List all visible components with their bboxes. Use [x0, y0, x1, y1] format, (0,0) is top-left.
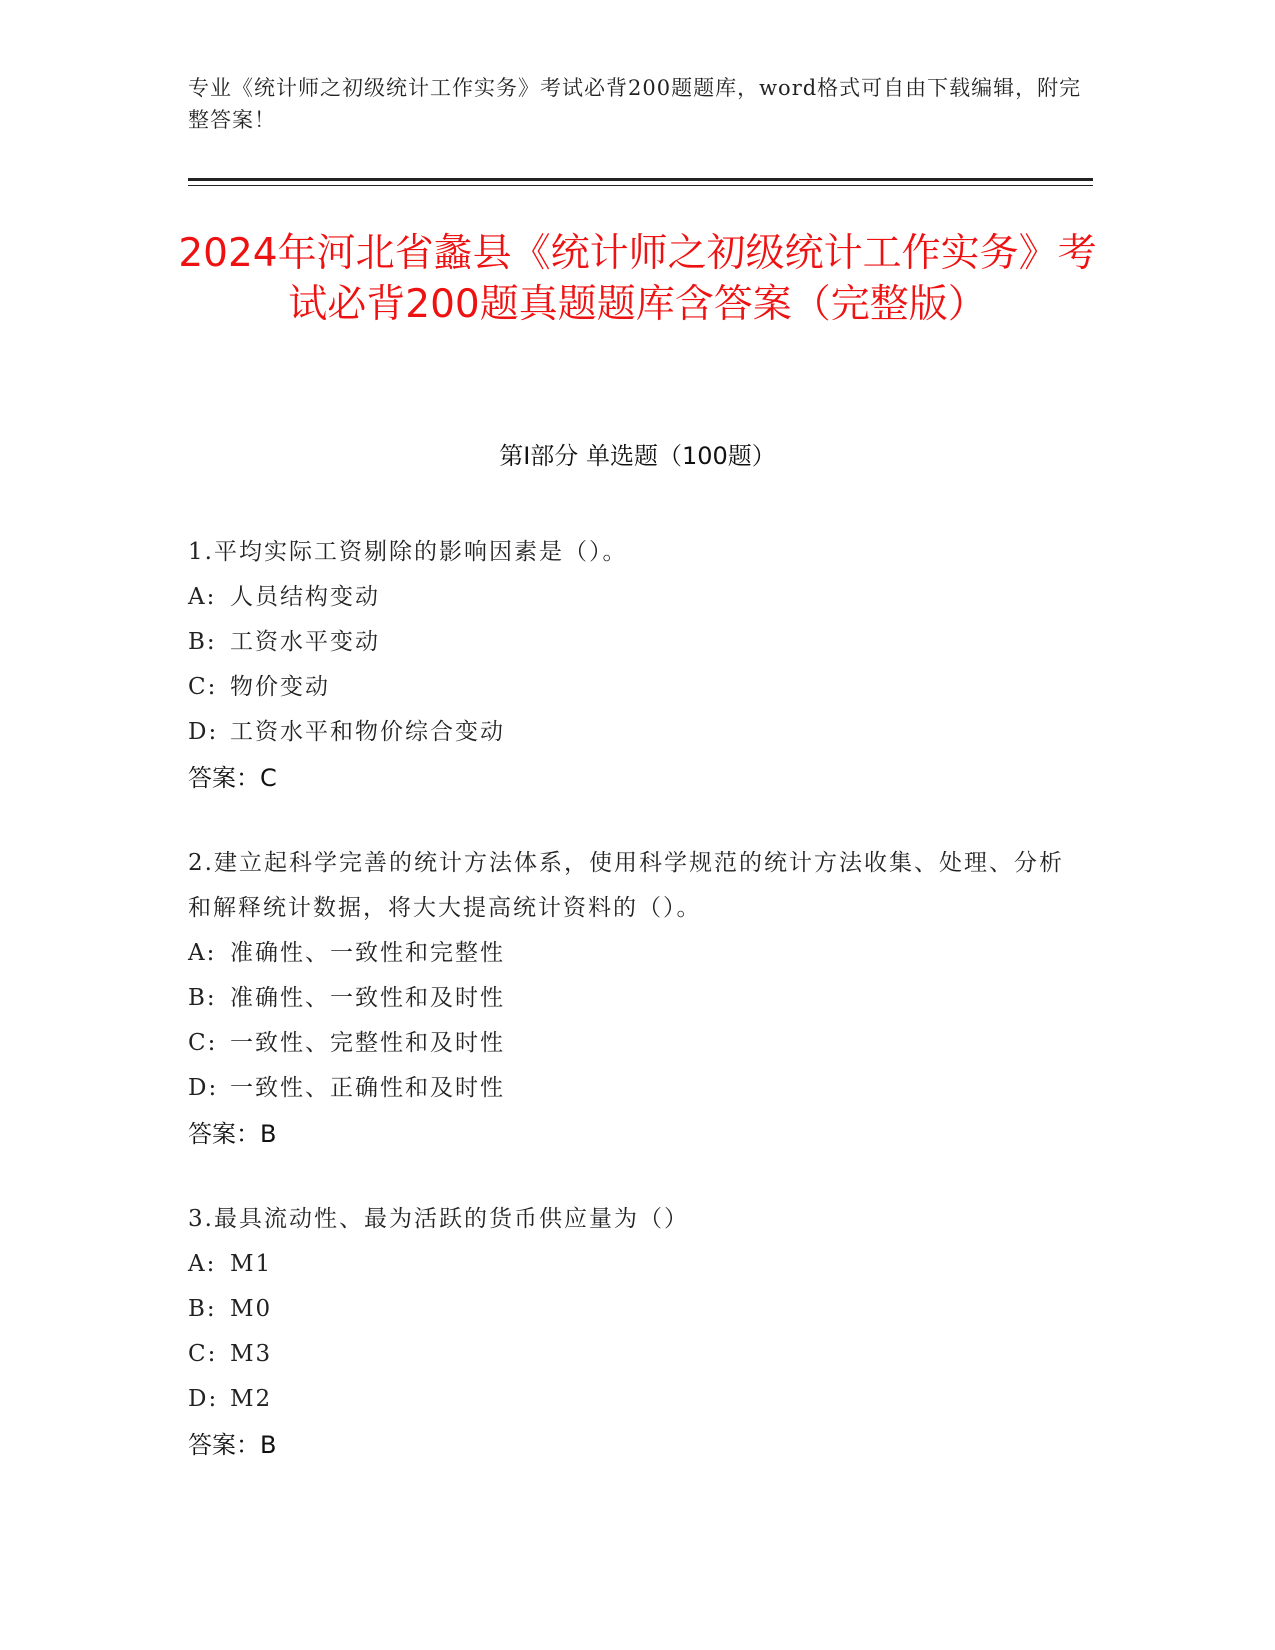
question-stem: 2.建立起科学完善的统计方法体系，使用科学规范的统计方法收集、处理、分析和解释统计数据，将大大提高统计资料的（）。: [188, 850, 1064, 921]
option-c: [188, 665, 1088, 710]
option-label: B:: [188, 1296, 217, 1322]
option-label: D:: [188, 719, 219, 745]
option-b: [188, 1287, 1088, 1332]
option-text: M0: [230, 1296, 273, 1322]
option-text: M3: [230, 1341, 273, 1367]
option-text: 一致性、正确性和及时性: [230, 1075, 505, 1101]
option-text: 工资水平和物价综合变动: [230, 719, 505, 745]
option-text: 准确性、一致性和及时性: [230, 985, 505, 1011]
option-c: [188, 1332, 1088, 1377]
option-label: D:: [188, 1386, 219, 1412]
header-rule-thick: [188, 178, 1093, 181]
header-note: 专业《统计师之初级统计工作实务》考试必背200题题库，word格式可自由下载编辑，附完整答案！: [188, 76, 1082, 132]
option-text: 工资水平变动: [230, 629, 380, 655]
option-a: [188, 931, 1088, 976]
answer-line: 答案：B: [188, 1120, 277, 1148]
option-b: [188, 620, 1088, 665]
option-label: D:: [188, 1075, 219, 1101]
option-text: 人员结构变动: [230, 584, 380, 610]
option-label: B:: [188, 985, 217, 1011]
option-label: A:: [188, 940, 217, 966]
option-d: [188, 710, 1088, 755]
answer-line: 答案：C: [188, 764, 277, 792]
option-text: 一致性、完整性和及时性: [230, 1030, 505, 1056]
question-stem: 3.最具流动性、最为活跃的货币供应量为（）: [188, 1206, 689, 1232]
option-a: [188, 575, 1088, 620]
option-label: C:: [188, 1030, 218, 1056]
question-stem: 1.平均实际工资剔除的影响因素是（）。: [188, 539, 628, 565]
option-label: A:: [188, 584, 217, 610]
answer-line: 答案：B: [188, 1431, 277, 1459]
question-1: [188, 530, 1088, 801]
option-text: M1: [230, 1251, 273, 1277]
document-title: 2024年河北省蠡县《统计师之初级统计工作实务》考试必背200题真题题库含答案（完整版）: [178, 231, 1097, 327]
option-d: [188, 1377, 1088, 1422]
option-label: B:: [188, 629, 217, 655]
header-rule-thin: [188, 185, 1093, 186]
question-list: [188, 530, 1088, 1508]
option-c: [188, 1021, 1088, 1066]
option-d: [188, 1066, 1088, 1111]
option-text: M2: [230, 1386, 273, 1412]
option-label: C:: [188, 674, 218, 700]
question-3: [188, 1197, 1088, 1468]
option-label: A:: [188, 1251, 217, 1277]
option-a: [188, 1242, 1088, 1287]
option-b: [188, 976, 1088, 1021]
section-title: 第I部分 单选题（100题）: [499, 442, 776, 470]
question-2: [188, 841, 1088, 1157]
option-text: 物价变动: [230, 674, 330, 700]
option-label: C:: [188, 1341, 218, 1367]
option-text: 准确性、一致性和完整性: [230, 940, 505, 966]
